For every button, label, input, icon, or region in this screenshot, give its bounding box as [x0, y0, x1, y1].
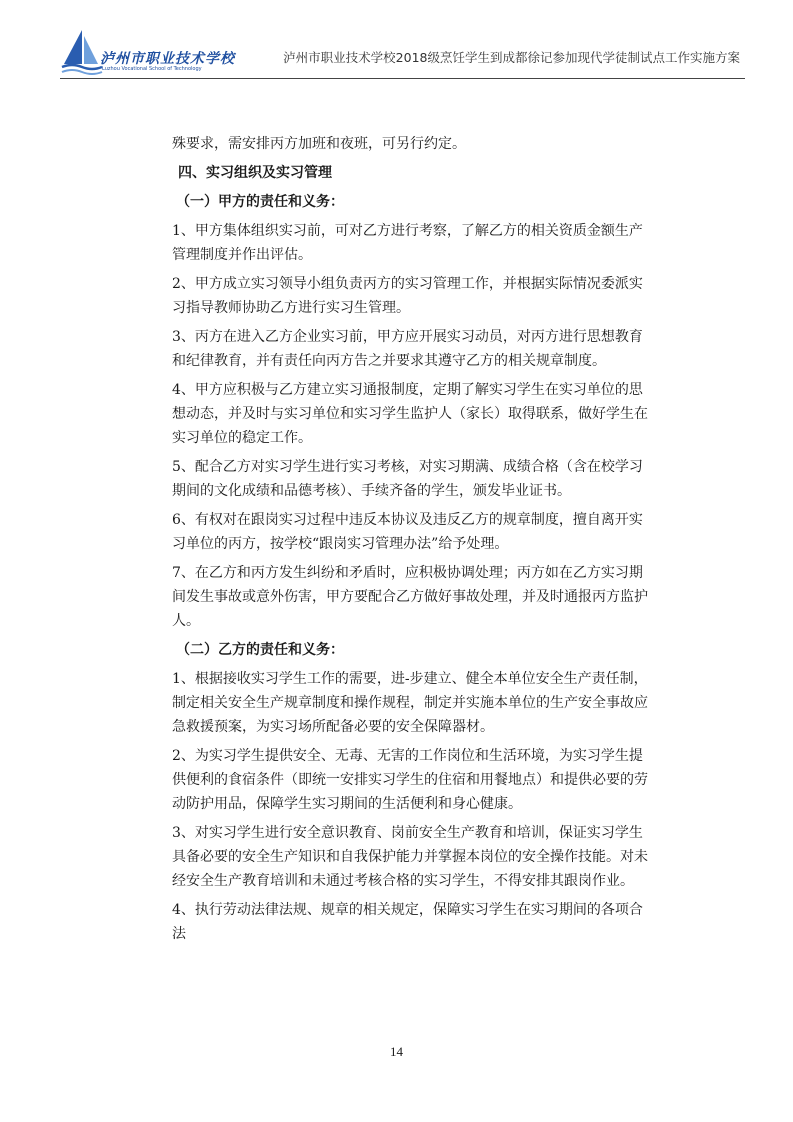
header-divider	[60, 78, 745, 79]
party-b-item-1: 1、根据接收实习学生工作的需要，进-步建立、健全本单位安全生产责任制，制定相关安全生产规章制度和操作规程，制定并实施本单位的生产安全事故应急救援预案，为实习场所配备必要的安全保障器材。	[172, 671, 648, 735]
document-body	[172, 132, 650, 951]
party-a-item-1: 1、甲方集体组织实习前，可对乙方进行考察，了解乙方的相关资质金额生产管理制度并作出评估。	[172, 223, 643, 263]
header-title: 泸州市职业技术学校2018级烹饪学生到成都徐记参加现代学徒制试点工作实施方案	[283, 50, 740, 65]
section-heading: 四、实习组织及实习管理	[178, 165, 332, 181]
party-b-item-3: 3、对实习学生进行安全意识教育、岗前安全生产教育和培训，保证实习学生具备必要的安全生产知识和自我保护能力并掌握本岗位的安全操作技能。对未经安全生产教育培训和未通过考核合格的实习学生，不得安排其跟岗作业。	[172, 825, 648, 889]
party-b-item-2: 2、为实习学生提供安全、无毒、无害的工作岗位和生活环境，为实习学生提供便利的食宿条件（即统一安排实习学生的住宿和用餐地点）和提供必要的劳动防护用品，保障学生实习期间的生活便利和身心健康。	[172, 748, 648, 812]
party-a-item-4: 4、甲方应积极与乙方建立实习通报制度，定期了解实习学生在实习单位的思想动态，并及时与实习单位和实习学生监护人（家长）取得联系，做好学生在实习单位的稳定工作。	[172, 382, 648, 446]
subsection-heading-party-a: （一）甲方的责任和义务：	[176, 194, 344, 210]
logo-subtitle: Luzhou Vocational School of Technology	[102, 66, 202, 72]
party-a-item-7: 7、在乙方和丙方发生纠纷和矛盾时，应积极协调处理；丙方如在乙方实习期间发生事故或意外伤害，甲方要配合乙方做好事故处理，并及时通报丙方监护人。	[172, 565, 648, 629]
party-b-item-4: 4、执行劳动法律法规、规章的相关规定，保障实习学生在实习期间的各项合法	[172, 902, 643, 942]
paragraph-continuation: 殊要求，需安排丙方加班和夜班，可另行约定。	[172, 136, 466, 152]
page-header	[60, 28, 740, 80]
sailboat-logo-icon	[60, 28, 104, 78]
party-a-item-6: 6、有权对在跟岗实习过程中违反本协议及违反乙方的规章制度，擅自离开实习单位的丙方，按学校“跟岗实习管理办法”给予处理。	[172, 512, 643, 552]
subsection-heading-party-b: （二）乙方的责任和义务：	[176, 642, 344, 658]
page-number: 14	[390, 1044, 403, 1059]
school-logo	[60, 28, 235, 78]
party-a-item-5: 5、配合乙方对实习学生进行实习考核，对实习期满、成绩合格（含在校学习期间的文化成绩和品德考核）、手续齐备的学生，颁发毕业证书。	[172, 459, 643, 499]
party-a-item-2: 2、甲方成立实习领导小组负责丙方的实习管理工作，并根据实际情况委派实习指导教师协助乙方进行实习生管理。	[172, 276, 643, 316]
logo-text: 泸州市职业技术学校	[100, 51, 235, 67]
party-a-item-3: 3、丙方在进入乙方企业实习前，甲方应开展实习动员，对丙方进行思想教育和纪律教育，并有责任向丙方告之并要求其遵守乙方的相关规章制度。	[172, 329, 643, 369]
